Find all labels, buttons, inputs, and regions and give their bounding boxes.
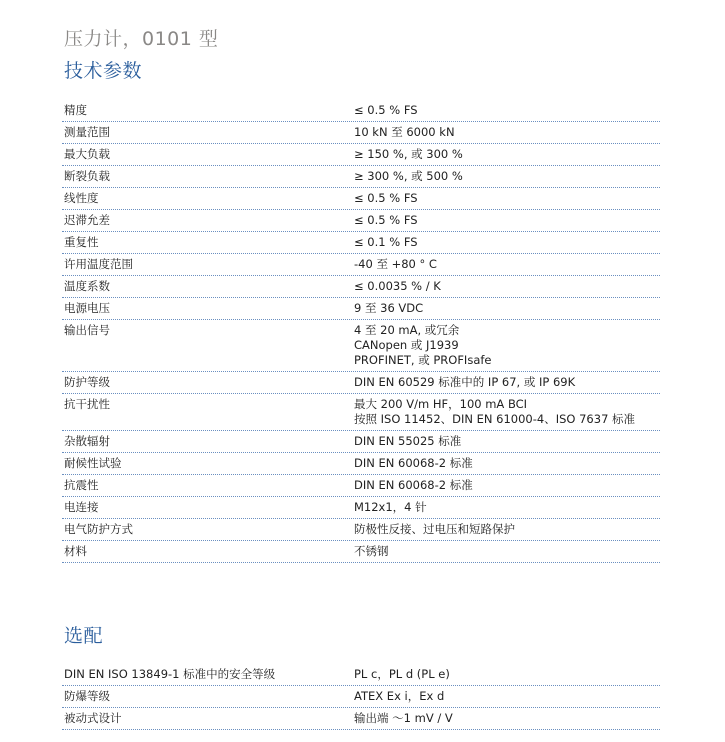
specs-table: [62, 100, 660, 563]
table-row: [62, 320, 660, 372]
row-value-line: M12x1，4 针: [354, 500, 427, 514]
row-value: [354, 453, 660, 474]
row-value-line: 9 至 36 VDC: [354, 301, 424, 315]
row-value-line: 最大 200 V/m HF，100 mA BCI: [354, 397, 528, 411]
row-value: [354, 232, 660, 253]
row-label: DIN EN ISO 13849-1 标准中的安全等级: [64, 667, 276, 681]
row-label: 防护等级: [64, 375, 110, 389]
row-value-line: DIN EN 60068-2 标准: [354, 456, 473, 470]
row-value: [354, 519, 660, 540]
row-value: [354, 475, 660, 496]
row-value-line: 不锈钢: [354, 544, 389, 558]
row-value-line: ≤ 0.1 % FS: [354, 235, 418, 249]
row-value-line: DIN EN 60529 标准中的 IP 67, 或 IP 69K: [354, 375, 576, 389]
row-label: 重复性: [64, 235, 99, 249]
row-label: 电源电压: [64, 301, 110, 315]
row-value-line: 防极性反接、过电压和短路保护: [354, 522, 515, 536]
row-value: [354, 100, 660, 121]
row-value-line: 按照 ISO 11452、DIN EN 61000-4、ISO 7637 标准: [354, 412, 636, 426]
table-row: [62, 122, 660, 144]
table-row: [62, 372, 660, 394]
row-label: 许用温度范围: [64, 257, 133, 271]
row-value-line: DIN EN 60068-2 标准: [354, 478, 473, 492]
row-value-line: ≥ 300 %, 或 500 %: [354, 169, 463, 183]
table-row: [62, 232, 660, 254]
row-value-line: PL c，PL d (PL e): [354, 667, 450, 681]
table-row: [62, 394, 660, 431]
row-label: 温度系数: [64, 279, 110, 293]
row-value-line: ≤ 0.5 % FS: [354, 103, 418, 117]
row-value-line: PROFINET, 或 PROFIsafe: [354, 353, 492, 367]
table-row: [62, 664, 660, 686]
row-value: [354, 254, 660, 275]
row-label: 最大负载: [64, 147, 110, 161]
table-row: [62, 144, 660, 166]
table-row: [62, 686, 660, 708]
table-row: [62, 541, 660, 563]
row-value: [354, 431, 660, 452]
row-label: 耐候性试验: [64, 456, 122, 470]
row-value: [354, 166, 660, 187]
row-value-line: 10 kN 至 6000 kN: [354, 125, 455, 139]
table-row: [62, 276, 660, 298]
row-value-line: -40 至 +80 ° C: [354, 257, 437, 271]
options-table: [62, 664, 660, 730]
row-value: [354, 122, 660, 143]
row-value: [354, 372, 660, 393]
row-value: [354, 210, 660, 231]
table-row: [62, 497, 660, 519]
table-row: [62, 519, 660, 541]
table-row: [62, 431, 660, 453]
row-value-line: 4 至 20 mA, 或冗余: [354, 323, 460, 337]
row-label: 被动式设计: [64, 711, 122, 725]
row-label: 电气防护方式: [64, 522, 133, 536]
table-row: [62, 475, 660, 497]
row-value-line: ATEX Ex i，Ex d: [354, 689, 445, 703]
row-value-line: ≤ 0.5 % FS: [354, 213, 418, 227]
row-value-line: ≤ 0.5 % FS: [354, 191, 418, 205]
row-value: [354, 708, 660, 729]
table-row: [62, 298, 660, 320]
row-value-line: DIN EN 55025 标准: [354, 434, 462, 448]
row-value: [354, 298, 660, 319]
row-value: [354, 664, 660, 685]
row-label: 材料: [64, 544, 87, 558]
row-label: 线性度: [64, 191, 99, 205]
row-value: [354, 497, 660, 518]
row-value: [354, 144, 660, 165]
row-value: [354, 320, 660, 371]
table-row: [62, 254, 660, 276]
row-value: [354, 394, 660, 430]
row-value: [354, 276, 660, 297]
row-value-line: ≥ 150 %, 或 300 %: [354, 147, 463, 161]
row-label: 测量范围: [64, 125, 110, 139]
row-label: 精度: [64, 103, 87, 117]
table-row: [62, 708, 660, 730]
row-value-line: 输出端 ～1 mV / V: [354, 711, 453, 725]
row-label: 输出信号: [64, 323, 110, 337]
row-value: [354, 541, 660, 562]
product-title: 压力计，0101 型: [64, 28, 219, 50]
table-row: [62, 166, 660, 188]
table-row: [62, 210, 660, 232]
row-value-line: ≤ 0.0035 % / K: [354, 279, 441, 293]
table-row: [62, 188, 660, 210]
row-label: 杂散辐射: [64, 434, 110, 448]
row-value: [354, 686, 660, 707]
row-label: 抗干扰性: [64, 397, 110, 411]
table-row: [62, 453, 660, 475]
row-label: 防爆等级: [64, 689, 110, 703]
table-row: [62, 100, 660, 122]
row-value: [354, 188, 660, 209]
specs-heading: 技术参数: [64, 60, 143, 82]
row-value-line: CANopen 或 J1939: [354, 338, 459, 352]
row-label: 电连接: [64, 500, 99, 514]
options-heading: 选配: [64, 625, 104, 647]
row-label: 抗震性: [64, 478, 99, 492]
row-label: 迟滞允差: [64, 213, 110, 227]
row-label: 断裂负载: [64, 169, 110, 183]
